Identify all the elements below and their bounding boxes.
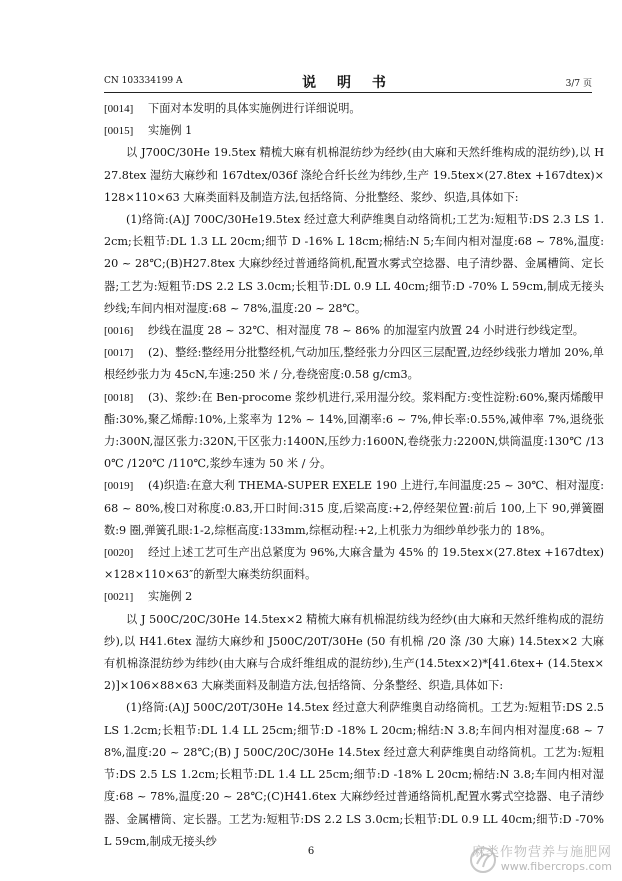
paragraph-number: [0014]	[104, 103, 134, 115]
paragraph-text: 经过上述工艺可生产出总紧度为 96%,大麻含量为 45% 的 19.5tex×(27.8tex +167dtex)×128×110×63″的新型大麻类纺织面料。	[104, 546, 604, 582]
page-number: 6	[307, 846, 315, 857]
paragraph-number: [0016]	[104, 325, 134, 338]
watermark-site-name: 麻类作物营养与施肥网	[471, 845, 612, 860]
paragraph-number: [0018]	[104, 391, 134, 404]
paragraph-text: (4)织造:在意大利 THEMA-SUPER EXELE 190 上进行,车间温度:25 ~ 30℃、相对湿度:68 ~ 80%,梭口对称度:0.83,开口时间:315 度,后梁高度:+2,停经架位置:前后 100,上下 90,弹簧圈数:9 圈,弹簧孔眼:1-2,综框高度:133mm,综框动程:+2,上机张力为细纱单纱张力的 18%。	[104, 479, 604, 537]
paragraph-text: 下面对本发明的具体实施例进行详细说明。	[148, 102, 361, 115]
page-title: 说 明 书	[302, 75, 394, 91]
paragraph-example1-winding: (1)络筒:(A)J 700C/30He19.5tex 经过意大利萨维奥自动络筒机;工艺为:短粗节:DS 2.3 LS 1.2cm;长粗节:DL 1.3 LL 20cm;细节 D -16% L 18cm;棉结:N 5;车间内相对湿度:68 ~ 78%,温度:20 ~ 28℃;(B)H27.8tex 大麻纱经过普通络筒机,配置水雾式空捻器、电子清纱器、金属槽筒、定长器;工艺为:短粗节:DS 2.2 LS 3.0cm;长粗节:DL 0.9 LL 40cm;细节:D -70% L 59cm,制成无接头纱线;车间内相对湿度:68 ~ 78%,温度:20 ~ 28℃。	[104, 213, 604, 315]
paragraph-number: [0020]	[104, 547, 134, 560]
paragraph-0015	[104, 120, 604, 142]
paragraph-number: [0021]	[104, 591, 134, 604]
paragraph-0020	[104, 542, 604, 586]
paragraph-number: [0015]	[104, 125, 134, 138]
watermark	[472, 841, 612, 873]
paragraph-example2-winding: (1)络筒:(A)J 500C/20T/30He 14.5tex 经过意大利萨维奥自动络筒机。工艺为:短粗节:DS 2.5 LS 1.2cm;长粗节:DL 1.4 LL 25cm;细节:D -18% L 20cm;棉结:N 3.8;车间内相对湿度:68 ~ 78%,温度:20 ~ 28℃;(B) J 500C/20C/30He 14.5tex 经过意大利萨维奥自动络筒机。工艺为:短粗节:DS 2.5 LS 1.2cm;长粗节:DL 1.4 LL 25cm;细节:D -18% L 20cm;棉结:N 3.8;车间内相对湿度:68 ~ 78%,温度:20 ~ 28℃;(C)H41.6tex 大麻纱经过普通络筒机,配置水雾式空捻器、电子清纱器、金属槽筒、定长器。工艺为:短粗节:DS 2.2 LS 3.0cm;长粗节:DL 0.9 LL 40cm;细节:D -70% L 59cm,制成无接头纱	[104, 701, 604, 848]
description-body	[104, 98, 604, 853]
header-rule	[104, 92, 592, 93]
paragraph-example1-intro: 以 J700C/30He 19.5tex 精梳大麻有机棉混纺纱为经纱(由大麻和天然纤维构成的混纺纱),以 H27.8tex 湿纺大麻纱和 167dtex/036f 涤纶合纤长丝为纬纱,生产 19.5tex×(27.8tex +167dtex)×128×110×63 大麻类面料及制造方法,包括络筒、分批整经、浆纱、织造,具体如下:	[104, 146, 604, 204]
paragraph-text: 纱线在温度 28 ~ 32℃、相对湿度 78 ~ 86% 的加湿室内放置 24 小时进行纱线定型。	[148, 324, 584, 338]
section-heading: 实施例 2	[148, 590, 193, 604]
page-header	[104, 76, 592, 90]
paragraph-number: [0017]	[104, 347, 134, 360]
paragraph-number: [0019]	[104, 480, 134, 493]
paragraph-0019	[104, 475, 604, 542]
paragraph-0017	[104, 342, 604, 386]
page-of-total: 3/7 页	[565, 79, 592, 89]
paragraph-0021	[104, 586, 604, 608]
watermark-url: www.fibercrops.com	[500, 860, 612, 873]
paragraph-0016	[104, 320, 604, 342]
paragraph-text: (3)、浆纱:在 Ben-procome 浆纱机进行,采用湿分绞。浆料配方:变性淀粉:60%,聚丙烯酸甲酯:30%,聚乙烯醇:10%,上浆率为 12% ~ 14%,回潮率:6 ~ 7%,伸长率:0.55%,减伸率 7%,退绕张力:300N,湿区张力:320N,干区张力:1400N,压纱力:1600N,卷绕张力:2200N,烘筒温度:130℃ /130℃ /120℃ /110℃,浆纱车速为 50 米 / 分。	[104, 390, 604, 471]
section-heading: 实施例 1	[148, 124, 193, 138]
paragraph-0018	[104, 387, 604, 476]
paragraph-text: (2)、整经:整经用分批整经机,气动加压,整经张力分四区三层配置,边经纱线张力增加 20%,单根经纱张力为 45cN,车速:250 米 / 分,卷绕密度:0.58 g/cm3。	[104, 346, 604, 382]
publication-number: CN 103334199 A	[104, 76, 183, 86]
paragraph-0014	[104, 98, 604, 120]
paragraph-example2-intro: 以 J 500C/20C/30He 14.5tex×2 精梳大麻有机棉混纺线为经纱(由大麻和天然纤维构成的混纺纱),以 H41.6tex 湿纺大麻纱和 J500C/20T/30He (50 有机棉 /20 涤 /30 大麻) 14.5tex×2 大麻有机棉涤混纺纱为纬纱(由大麻与合成纤维组成的混纺纱),生产(14.5tex×2)*[41.6tex+ (14.5tex×2)]×106×88×63 大麻类面料及制造方法,包括络筒、分条整经、织造,具体如下:	[104, 612, 604, 693]
